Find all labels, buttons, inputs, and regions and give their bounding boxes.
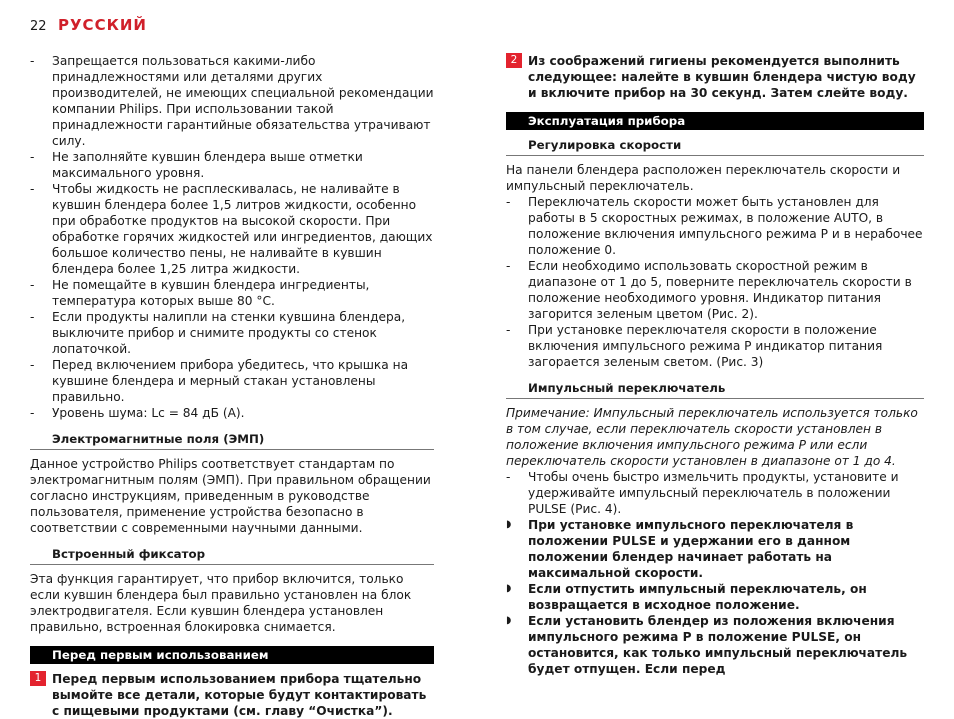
arrow-bullet-icon: ◗ [506, 519, 512, 530]
speed-heading: Регулировка скорости [506, 137, 924, 156]
dash-marker: - [30, 358, 35, 372]
usage-heading: Эксплуатация прибора [506, 112, 924, 130]
dash-marker: - [30, 150, 35, 164]
step-1-text: Перед первым использованием прибора тщательно вымойте все детали, которые будут контактировать с пищевыми продуктами (см. главу “Очистка”). [52, 672, 427, 718]
dash-marker: - [506, 470, 511, 484]
lock-text: Эта функция гарантирует, что прибор включится, только если кувшин блендера был правильно установлен на блок электродвигателя. Если кувшин блендера установлен правильно, встроенная блокировка снимается. [30, 572, 412, 634]
warning-item: - Не помещайте в кувшин блендера ингредиенты, температура которых выше 80 °C. [30, 278, 370, 308]
pulse-note: Примечание: Импульсный переключатель используется только в том случае, если переключатель скорости установлен в положение включения импульсного режима P или если переключатель скорости установлен в диапазоне от 1 до 4. [506, 406, 918, 468]
arrow-bullet-icon: ◗ [506, 583, 512, 594]
speed-item: - Если необходимо использовать скоростной режим в диапазоне от 1 до 5, поверните переключатель скорости в положение необходимого уровня. Индикатор питания загорится зеленым цветом (Рис. 2). [506, 259, 912, 321]
language-title: РУССКИЙ [58, 16, 147, 34]
step-number-badge: 1 [30, 671, 46, 686]
dash-marker: - [30, 310, 35, 324]
right-column [506, 53, 924, 677]
pulse-bullet: ◗ Если отпустить импульсный переключатель, он возвращается в исходное положение. [506, 582, 867, 612]
warning-item: - Если продукты налипли на стенки кувшина блендера, выключите прибор и снимите продукты со стенок лопаточкой. [30, 310, 406, 356]
dash-marker: - [506, 195, 511, 209]
speed-intro: На панели блендера расположен переключатель скорости и импульсный переключатель. [506, 163, 901, 193]
step-1 [30, 671, 434, 719]
dash-marker: - [30, 278, 35, 292]
before-first-use-heading: Перед первым использованием [30, 646, 434, 664]
warning-item: - Запрещается пользоваться какими-либо принадлежностями или деталями других производителей, не имеющих специальной рекомендации компании Philips. При использовании такой принадлежности гарантийные обязательства утрачивают силу. [30, 54, 434, 148]
step-2-text: Из соображений гигиены рекомендуется выполнить следующее: налейте в кувшин блендера чистую воду и включите прибор на 30 секунд. Затем слейте воду. [528, 54, 916, 100]
step-number-badge: 2 [506, 53, 522, 68]
dash-marker: - [30, 406, 35, 420]
speed-item: - Переключатель скорости может быть установлен для работы в 5 скоростных режимах, в положение AUTO, в положение включения импульсного режима P и в нерабочее положение 0. [506, 195, 923, 257]
warning-item: - Чтобы жидкость не расплескивалась, не наливайте в кувшин блендера более 1,5 литров жидкости, особенно при обработке продуктов на высокой скорости. При обработке горячих жидкостей или ингредиентов, дающих большое количество пены, не наливайте в кувшин блендера более 1,25 литра жидкости. [30, 182, 433, 276]
pulse-heading: Импульсный переключатель [506, 380, 924, 399]
pulse-dash-item: - Чтобы очень быстро измельчить продукты, установите и удерживайте импульсный переключатель в положении PULSE (Рис. 4). [506, 470, 899, 516]
page-number: 22 [30, 19, 47, 34]
pulse-bullet: ◗ Если установить блендер из положения включения импульсного режима P в положение PULSE, он остановится, как только импульсный переключатель будет отпущен. Если перед [506, 614, 908, 676]
emf-text: Данное устройство Philips соответствует стандартам по электромагнитным полям (ЭМП). При правильном обращении согласно инструкциям, приведенным в руководстве пользователя, применение устройства безопасно в соответствии с современными научными данными. [30, 457, 431, 535]
dash-marker: - [30, 182, 35, 196]
warning-item: - Перед включением прибора убедитесь, что крышка на кувшине блендера и мерный стакан установлены правильно. [30, 358, 409, 404]
warning-item: - Не заполняйте кувшин блендера выше отметки максимального уровня. [30, 150, 363, 180]
dash-marker: - [30, 54, 35, 68]
left-column [30, 53, 434, 719]
arrow-bullet-icon: ◗ [506, 615, 512, 626]
warning-item: - Уровень шума: Lc = 84 дБ (A). [30, 406, 245, 420]
dash-marker: - [506, 259, 511, 273]
speed-item: - При установке переключателя скорости в положение включения импульсного режима P индикатор питания загорается зеленым светом. (Рис. 3) [506, 323, 883, 369]
lock-heading: Встроенный фиксатор [30, 546, 434, 565]
dash-marker: - [506, 323, 511, 337]
pulse-bullet: ◗ При установке импульсного переключателя в положении PULSE и удержании его в данном положении блендер начинает работать на максимальной скорости. [506, 518, 854, 580]
step-2 [506, 53, 924, 101]
emf-heading: Электромагнитные поля (ЭМП) [30, 431, 434, 450]
